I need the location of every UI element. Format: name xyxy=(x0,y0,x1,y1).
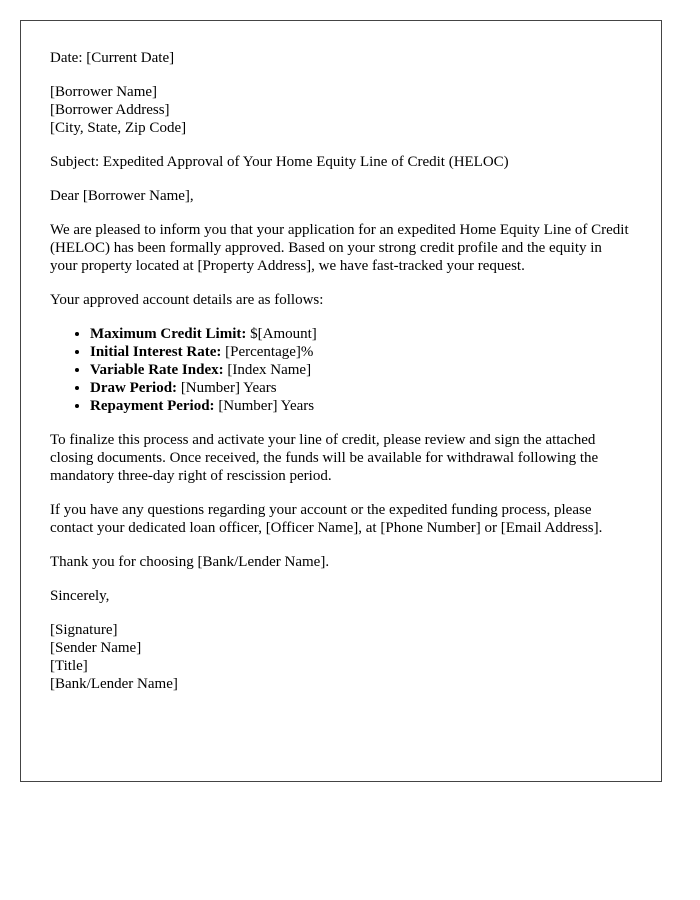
contact-paragraph: If you have any questions regarding your account or the expedited funding process, please contact your dedicated loan officer, [Officer Name], at [Phone Number] or [Email Address]. xyxy=(50,502,603,536)
detail-value: [Percentage]% xyxy=(225,344,314,360)
recipient-address-block xyxy=(50,83,632,137)
sender-name: [Sender Name] xyxy=(50,640,142,656)
detail-value: [Number] Years xyxy=(218,398,315,414)
closing-line: Sincerely, xyxy=(50,588,110,604)
signature-block xyxy=(50,621,632,693)
list-item xyxy=(90,343,632,361)
recipient-city-state-zip: [City, State, Zip Code] xyxy=(50,120,187,136)
detail-label: Initial Interest Rate: xyxy=(90,344,222,360)
finalize-paragraph: To finalize this process and activate your line of credit, please review and sign the attached closing documents. Once received, the funds will be available for withdrawal following the mandatory three-day right of rescission period. xyxy=(50,432,599,484)
list-item xyxy=(90,379,632,397)
sender-bank-name: [Bank/Lender Name] xyxy=(50,676,178,692)
subject-line: Subject: Expedited Approval of Your Home Equity Line of Credit (HELOC) xyxy=(50,154,509,170)
salutation: Dear [Borrower Name], xyxy=(50,188,194,204)
list-item xyxy=(90,397,632,415)
list-item xyxy=(90,361,632,379)
recipient-name: [Borrower Name] xyxy=(50,84,158,100)
account-details-list xyxy=(50,325,632,415)
detail-value: $[Amount] xyxy=(250,326,317,342)
signature-placeholder: [Signature] xyxy=(50,622,118,638)
detail-label: Repayment Period: xyxy=(90,398,215,414)
detail-label: Variable Rate Index: xyxy=(90,362,224,378)
recipient-address: [Borrower Address] xyxy=(50,102,170,118)
detail-label: Draw Period: xyxy=(90,380,178,396)
detail-value: [Index Name] xyxy=(227,362,312,378)
date-line: Date: [Current Date] xyxy=(50,50,175,66)
detail-label: Maximum Credit Limit: xyxy=(90,326,247,342)
letter-document xyxy=(20,20,662,782)
thanks-line: Thank you for choosing [Bank/Lender Name]. xyxy=(50,554,330,570)
details-intro: Your approved account details are as follows: xyxy=(50,292,324,308)
detail-value: [Number] Years xyxy=(180,380,277,396)
list-item xyxy=(90,325,632,343)
intro-paragraph: We are pleased to inform you that your application for an expedited Home Equity Line of Credit (HELOC) has been formally approved. Based on your strong credit profile and the equity in your property located at [Property Address], we have fast-tracked your request. xyxy=(50,222,629,274)
sender-title: [Title] xyxy=(50,658,88,674)
